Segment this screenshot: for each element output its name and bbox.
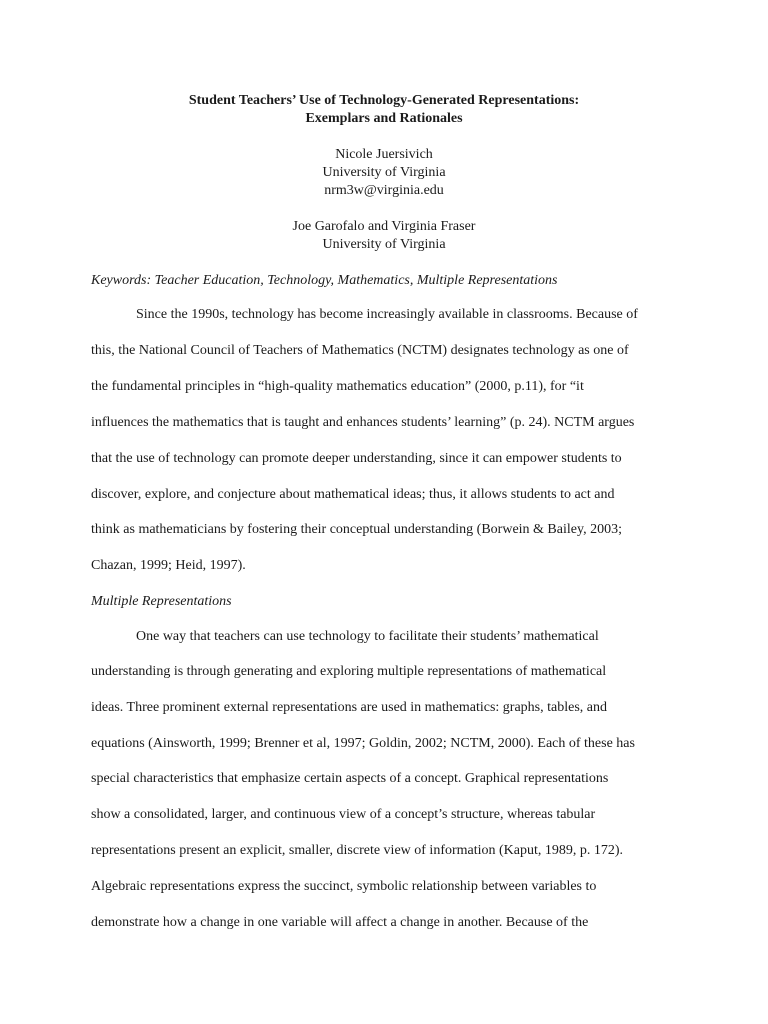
- paragraph-1-line-5: that the use of technology can promote deeper understanding, since it can empower students to: [91, 451, 622, 466]
- author-2-names: Joe Garofalo and Virginia Fraser: [292, 219, 476, 234]
- paragraph-2-line-3: ideas. Three prominent external representations are used in mathematics: graphs, tables, and: [91, 700, 608, 715]
- author-1-name: Nicole Juersivich: [335, 147, 433, 162]
- paragraph-2-line-8: Algebraic representations express the succinct, symbolic relationship between variables to: [91, 879, 597, 894]
- paragraph-2-line-9: demonstrate how a change in one variable will affect a change in another. Because of the: [91, 915, 589, 930]
- author-2-affiliation: University of Virginia: [322, 237, 446, 252]
- paper-title-line-2: Exemplars and Rationales: [305, 111, 463, 126]
- section-heading: Multiple Representations: [91, 594, 232, 609]
- paragraph-1-line-6: discover, explore, and conjecture about mathematical ideas; thus, it allows students to act and: [91, 487, 615, 502]
- author-1-affiliation: University of Virginia: [322, 165, 446, 180]
- paragraph-2-line-1: One way that teachers can use technology to facilitate their students’ mathematical: [136, 629, 599, 644]
- paragraph-1-line-4: influences the mathematics that is taught and enhances students’ learning” (p. 24). NCTM argues: [91, 415, 635, 430]
- paragraph-2-line-2: understanding is through generating and exploring multiple representations of mathematical: [91, 664, 607, 679]
- paragraph-2-line-7: representations present an explicit, smaller, discrete view of information (Kaput, 1989, p. 172).: [91, 843, 624, 858]
- paper-title-line-1: Student Teachers’ Use of Technology-Generated Representations:: [188, 93, 580, 108]
- paragraph-1-line-8: Chazan, 1999; Heid, 1997).: [91, 558, 246, 573]
- author-1-email: nrm3w@virginia.edu: [324, 183, 444, 198]
- keywords-line: Keywords: Teacher Education, Technology, Mathematics, Multiple Representations: [91, 273, 558, 288]
- paragraph-2-line-4: equations (Ainsworth, 1999; Brenner et al, 1997; Goldin, 2002; NCTM, 2000). Each of these has: [91, 736, 635, 751]
- paragraph-2-line-5: special characteristics that emphasize certain aspects of a concept. Graphical representations: [91, 771, 609, 786]
- paragraph-1-line-3: the fundamental principles in “high-quality mathematics education” (2000, p.11), for “it: [91, 379, 584, 394]
- paragraph-1-line-2: this, the National Council of Teachers of Mathematics (NCTM) designates technology as one of: [91, 343, 629, 358]
- paragraph-1-line-1: Since the 1990s, technology has become increasingly available in classrooms. Because of: [136, 307, 638, 322]
- paragraph-2-line-6: show a consolidated, larger, and continuous view of a concept’s structure, whereas tabular: [91, 807, 596, 822]
- paragraph-1-line-7: think as mathematicians by fostering their conceptual understanding (Borwein & Bailey, 2003;: [91, 522, 622, 537]
